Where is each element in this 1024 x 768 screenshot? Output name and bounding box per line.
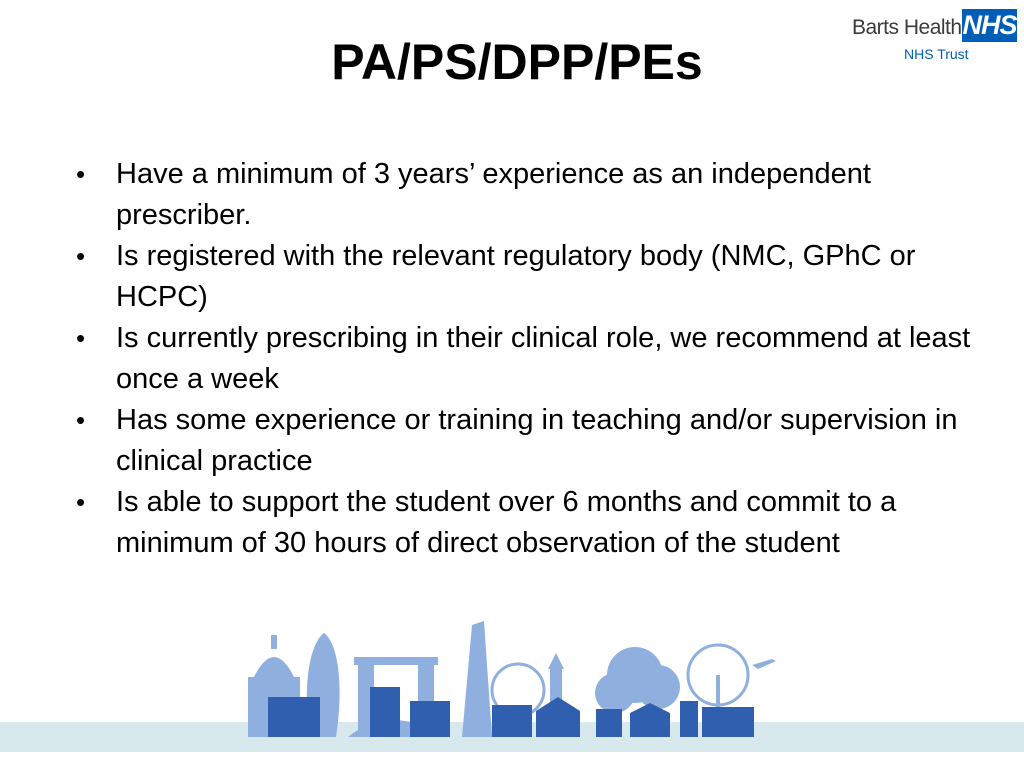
nhs-badge: NHS	[962, 10, 1017, 40]
bullet-icon: •	[76, 159, 86, 189]
bullet-icon: •	[76, 405, 86, 435]
bullet-list	[72, 154, 972, 564]
bullet-item	[72, 400, 972, 482]
bullet-text: Has some experience or training in teaching and/or supervision in clinical practice	[116, 404, 958, 477]
london-skyline-illustration	[240, 615, 785, 745]
logo-org-name: Barts Health	[852, 16, 962, 39]
barts-health-nhs-logo	[852, 6, 1020, 66]
skyline-dark-layer	[268, 687, 754, 737]
bullet-text: Is currently prescribing in their clinical role, we recommend at least once a week	[116, 322, 971, 395]
bullet-item	[72, 236, 972, 318]
bullet-icon: •	[76, 323, 86, 353]
logo-trust-name: NHS Trust	[904, 46, 969, 62]
bullet-item	[72, 318, 972, 400]
bullet-icon: •	[76, 241, 86, 271]
bullet-item	[72, 482, 972, 564]
bullet-icon: •	[76, 487, 86, 517]
bullet-text: Have a minimum of 3 years’ experience as an independent prescriber.	[116, 158, 871, 231]
bullet-text: Is registered with the relevant regulatory body (NMC, GPhC or HCPC)	[116, 240, 916, 313]
slide-title: PA/PS/DPP/PEs	[331, 34, 703, 90]
bullet-text: Is able to support the student over 6 months and commit to a minimum of 30 hours of direct observation of the student	[116, 486, 897, 559]
bullet-item	[72, 154, 972, 236]
